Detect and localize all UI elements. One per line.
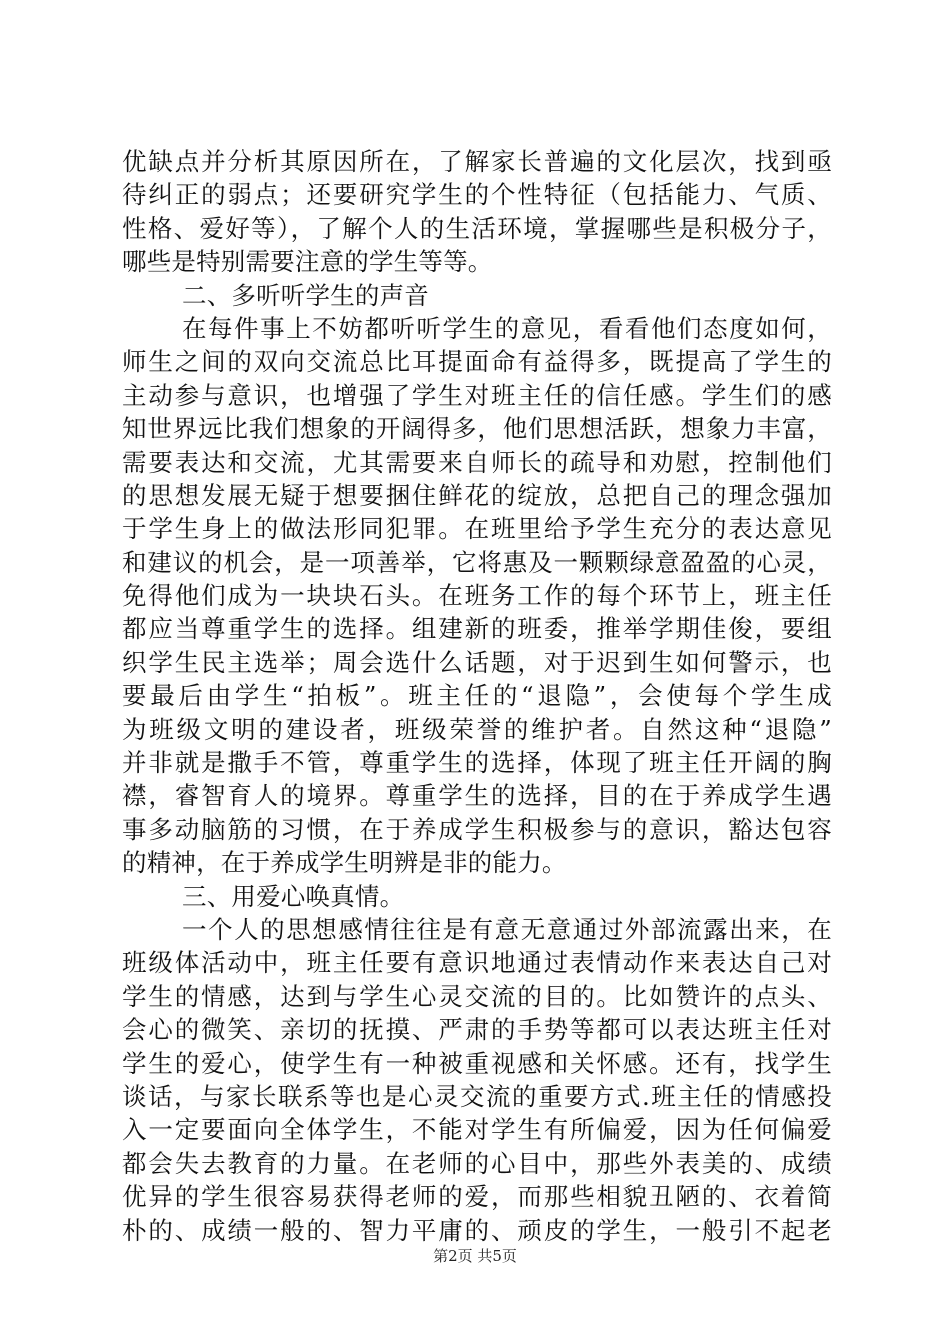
text-line: 朴的、成绩一般的、智力平庸的、顽皮的学生，一般引不起老 (122, 1215, 832, 1245)
text-line: 于学生身上的做法形同犯罪。在班里给予学生充分的表达意见 (122, 514, 832, 544)
text-line: 事多动脑筋的习惯，在于养成学生积极参与的意识，豁达包容 (122, 814, 832, 844)
text-line: 和建议的机会，是一项善举，它将惠及一颗颗绿意盈盈的心灵， (122, 547, 832, 577)
text-line: 襟，睿智育人的境界。尊重学生的选择，目的在于养成学生遇 (122, 781, 832, 811)
text-line: 的精神，在于养成学生明辨是非的能力。 (122, 848, 567, 878)
section-heading: 三、用爱心唤真情。 (182, 881, 405, 911)
text-line: 织学生民主选举；周会选什么话题，对于迟到生如何警示，也 (122, 647, 832, 677)
text-line: 需要表达和交流，尤其需要来自师长的疏导和劝慰，控制他们 (122, 447, 832, 477)
text-line: 优缺点并分析其原因所在，了解家长普遍的文化层次，找到亟 (122, 147, 832, 176)
text-line: 都会失去教育的力量。在老师的心目中，那些外表美的、成绩 (122, 1148, 832, 1178)
text-line: 会心的微笑、亲切的抚摸、严肃的手势等都可以表达班主任对 (122, 1015, 832, 1045)
text-line: 入一定要面向全体学生，不能对学生有所偏爱，因为任何偏爱 (122, 1115, 832, 1145)
text-line: 哪些是特别需要注意的学生等等。 (122, 247, 493, 277)
text-line: 谈话，与家长联系等也是心灵交流的重要方式.班主任的情感投 (122, 1081, 832, 1111)
text-line: 要最后由学生“拍板”。班主任的“退隐”，会使每个学生成 (122, 681, 832, 711)
text-line: 师生之间的双向交流总比耳提面命有益得多，既提高了学生的 (122, 347, 832, 377)
text-line: 性格、爱好等），了解个人的生活环境，掌握哪些是积极分子， (122, 213, 832, 243)
text-line: 都应当尊重学生的选择。组建新的班委，推举学期佳俊，要组 (122, 614, 832, 644)
text-line: 知世界远比我们想象的开阔得多，他们思想活跃，想象力丰富， (122, 414, 832, 444)
text-line: 为班级文明的建设者，班级荣誉的维护者。自然这种“退隐” (122, 714, 832, 744)
body-text (122, 145, 832, 1247)
text-line: 主动参与意识，也增强了学生对班主任的信任感。学生们的感 (122, 380, 832, 410)
text-line: 学生的情感，达到与学生心灵交流的目的。比如赞许的点头、 (122, 981, 832, 1011)
text-line: 免得他们成为一块块石头。在班务工作的每个环节上，班主任 (122, 581, 832, 611)
text-line: 学生的爱心，使学生有一种被重视感和关怀感。还有，找学生 (122, 1048, 832, 1078)
text-line: 待纠正的弱点；还要研究学生的个性特征（包括能力、气质、 (122, 180, 832, 210)
text-line: 在每件事上不妨都听听学生的意见，看看他们态度如何， (182, 313, 832, 343)
text-line: 的思想发展无疑于想要捆住鲜花的绽放，总把自己的理念强加 (122, 480, 832, 510)
page-footer: 第2页 共5页 (433, 1247, 517, 1265)
text-line: 班级体活动中，班主任要有意识地通过表情动作来表达自己对 (122, 948, 832, 978)
text-line: 优异的学生很容易获得老师的爱，而那些相貌丑陋的、衣着简 (122, 1182, 832, 1212)
text-line: 并非就是撒手不管，尊重学生的选择，体现了班主任开阔的胸 (122, 748, 832, 778)
section-heading: 二、多听听学生的声音 (182, 280, 429, 310)
text-line: 一个人的思想感情往往是有意无意通过外部流露出来，在 (182, 914, 832, 944)
